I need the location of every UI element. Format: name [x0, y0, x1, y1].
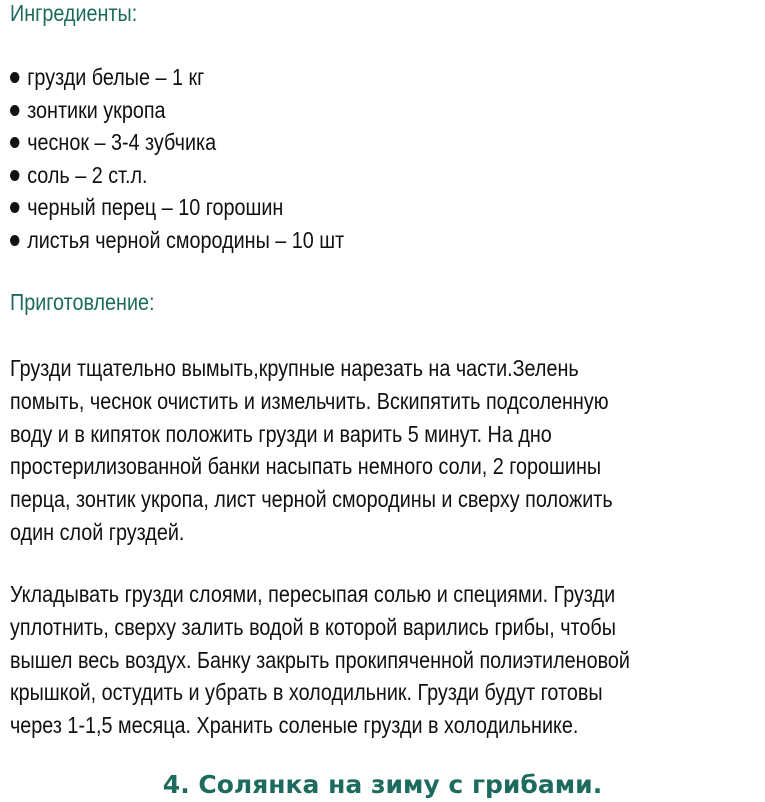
ingredient-text: соль – 2 ст.л.	[27, 161, 148, 188]
paragraph-line: помыть, чеснок очистить и измельчить. Вскипятить подсоленную	[10, 387, 609, 414]
ingredient-item	[10, 224, 344, 257]
ingredient-item	[10, 94, 344, 127]
paragraph-line: Укладывать грузди слоями, пересыпая солью и специями. Грузди	[10, 581, 616, 607]
paragraph-line: простерилизованной банки насыпать немного соли, 2 горошины	[10, 453, 602, 480]
bullet-icon	[10, 137, 19, 148]
ingredient-text: листья черной смородины – 10 шт	[27, 226, 345, 253]
paragraph-line: уплотнить, сверху залить водой в которой варились грибы, чтобы	[10, 613, 616, 640]
bullet-icon	[10, 170, 19, 181]
ingredient-item	[10, 159, 344, 192]
ingredients-heading: Ингредиенты:	[10, 0, 138, 26]
ingredient-text: черный перец – 10 горошин	[27, 194, 284, 221]
next-recipe-title: 4. Солянка на зиму с грибами.	[162, 770, 603, 799]
bullet-icon	[10, 72, 19, 83]
method-heading: Приготовление:	[10, 289, 155, 315]
bullet-icon	[10, 105, 19, 116]
bullet-icon	[10, 235, 19, 246]
paragraph-line: воду и в кипяток положить грузди и варить 5 минут. На дно	[10, 420, 552, 447]
ingredient-text: зонтики укропа	[27, 96, 166, 123]
bullet-icon	[10, 202, 19, 213]
paragraph-line: вышел весь воздух. Банку закрыть прокипяченной полиэтиленовой	[10, 646, 630, 673]
ingredient-text: грузди белые – 1 кг	[27, 64, 205, 90]
method-paragraph	[10, 578, 731, 742]
ingredient-item	[10, 191, 344, 224]
ingredient-text: чеснок – 3-4 зубчика	[27, 129, 217, 156]
paragraph-line: перца, зонтик укропа, лист черной смородины и сверху положить	[10, 486, 613, 513]
ingredient-item	[10, 126, 344, 159]
paragraph-line: Грузди тщательно вымыть,крупные нарезать на части.Зелень	[10, 355, 579, 381]
paragraph-line: один слой груздей.	[10, 518, 185, 545]
paragraph-line: крышкой, остудить и убрать в холодильник. Грузди будут готовы	[10, 679, 603, 706]
method-paragraph	[10, 352, 711, 549]
paragraph-line: через 1-1,5 месяца. Хранить соленые грузди в холодильнике.	[10, 712, 579, 739]
ingredient-item	[10, 61, 344, 94]
ingredient-list	[10, 61, 399, 257]
